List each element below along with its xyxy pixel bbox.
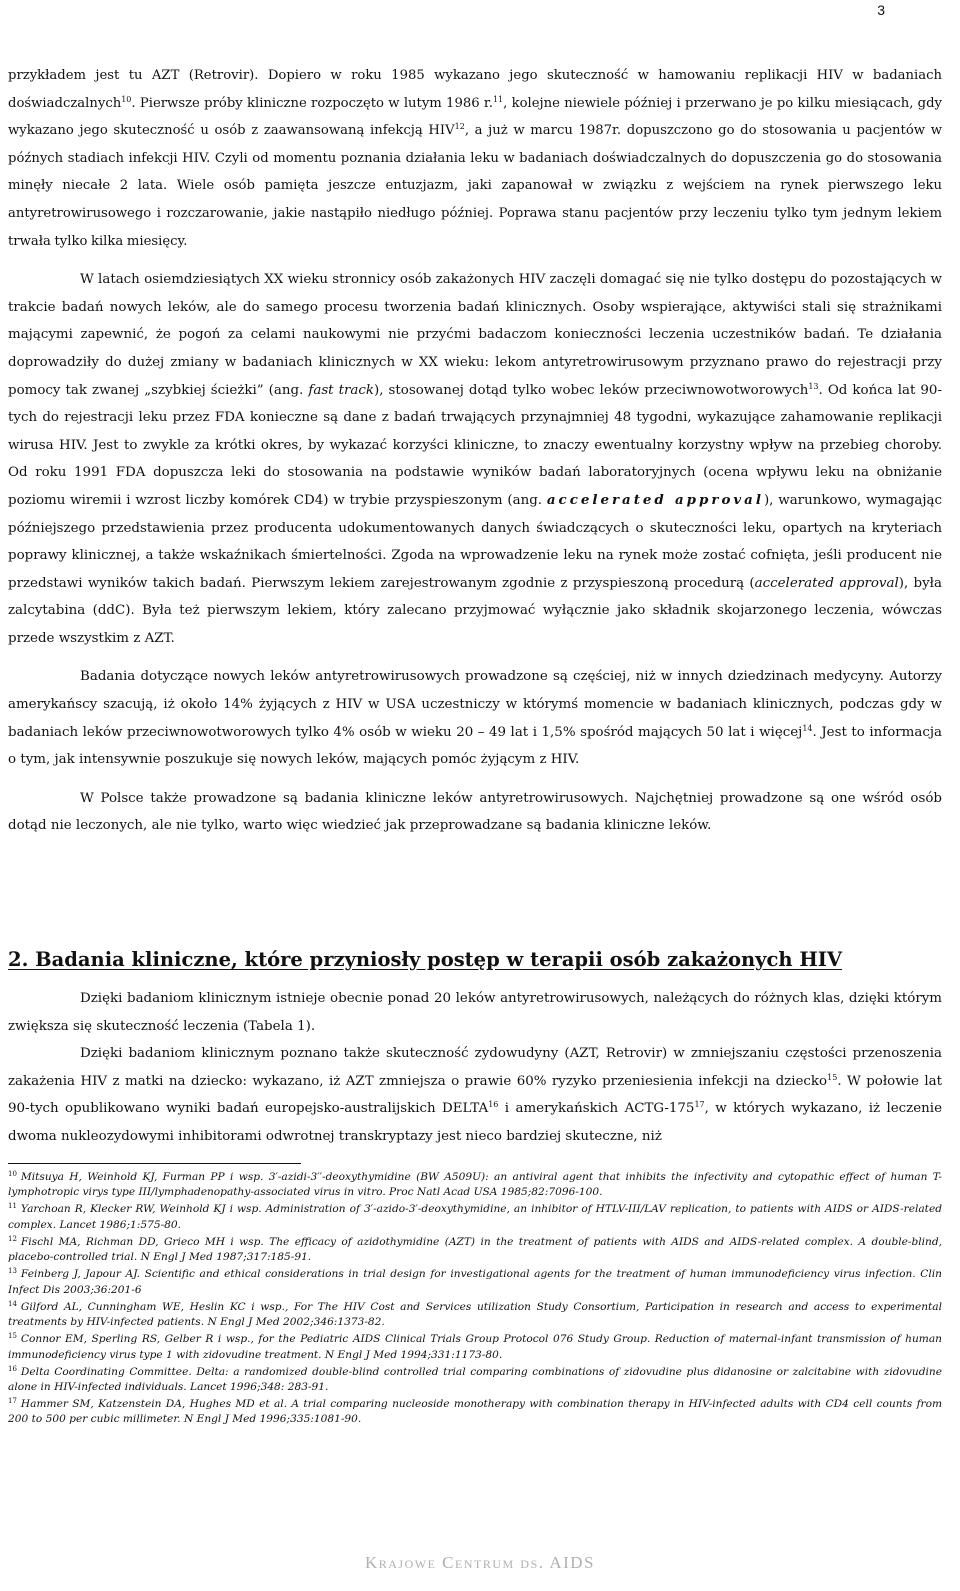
- footnote: [8, 1332, 942, 1362]
- text-run: Badania dotyczące nowych leków antyretrowirusowych prowadzone są częściej, niż w innych dziedzinach medycyny. Autorzy amerykańscy szacują, iż około 14% żyjących z HIV w USA uczestniczy w którymś momencie w badaniach klinicznych, podczas gdy w badaniach leków przeciwnowotworowych tylko 4% osób w wieku 20 – 49 lat i 1,5% spośród mających 50 lat i więcej: [8, 669, 942, 740]
- text-run: przykładem jest tu AZT (Retrovir). Dopiero w roku 1985 wykazano jego skuteczność w hamowaniu replikacji HIV w badaniach doświadczalnych: [8, 68, 942, 111]
- footnote: [8, 1267, 942, 1297]
- paragraph: [8, 266, 942, 652]
- footnote-number: 14: [8, 1299, 17, 1308]
- section-heading: 2. Badania kliniczne, które przyniosły postęp w terapii osób zakażonych HIV: [8, 948, 843, 971]
- paragraph: Dzięki badaniom klinicznym istnieje obecnie ponad 20 leków antyretrowirusowych, należących do różnych klas, dzięki którym zwiększa się skuteczność leczenia (Tabela 1).: [8, 991, 942, 1034]
- footnote-text: Delta Coordinating Committee. Delta: a randomized double-blind controlled trial comparing combinations of zidovudine plus didanosine or zalcitabine with zidovudine alone in HIV-infected individuals. Lancet 1996;348: 283-91.: [8, 1365, 942, 1393]
- paragraph: [8, 663, 942, 773]
- footer-organization: Krajowe Centrum ds. AIDS: [364, 1553, 595, 1572]
- page-number: 3: [877, 2, 885, 18]
- footnote-ref: 15: [827, 1072, 838, 1082]
- text-run: ), warunkowo, wymagając późniejszego przedstawienia przez producenta udokumentowanych danych świadczących o skuteczności leku, opartych na kryteriach poprawy klinicznej, a także wskaźnikach śmiertelności. Zgoda na wprowadzenie leku na rynek może zostać cofnięta, jeśli producent nie przedstawi wyników takich badań. Pierwszym lekiem zarejestrowanym zgodnie z przyspieszoną procedurą (: [8, 492, 942, 591]
- footnote: [8, 1170, 942, 1200]
- text-run: . Pierwsze próby kliniczne rozpoczęto w lutym 1986 r.: [131, 95, 493, 111]
- footnotes: [8, 1170, 942, 1430]
- footnote: [8, 1365, 942, 1395]
- body-text-section-2: [8, 985, 942, 1151]
- text-run: ), była zalcytabina (ddC). Była też pierwszym lekiem, który zalecano przyjmować wyłącznie jako składnik skojarzonego leczenia, wówczas przede wszystkim z AZT.: [8, 575, 942, 646]
- text-run: , kolejne niewiele później i przerwano je po kilku miesiącach, gdy wykazano jego skuteczność u osób z zaawansowaną infekcją HIV: [8, 95, 943, 139]
- footnote-number: 13: [8, 1267, 17, 1276]
- footnote-number: 11: [8, 1202, 17, 1211]
- footnote-number: 10: [8, 1170, 17, 1178]
- footnote-ref: 17: [694, 1100, 705, 1110]
- footnote-text: Fischl MA, Richman DD, Grieco MH i wsp. The efficacy of azidothymidine (AZT) in the treatment of patients with AIDS and AIDS-related complex. A double-blind, placebo-controlled trial. N Engl J Med 1987;317:185-91.: [8, 1235, 942, 1264]
- text-run: ), stosowanej dotąd tylko wobec leków przeciwnowotworowych: [373, 382, 809, 398]
- text-run: W latach osiemdziesiątych XX wieku stronnicy osób zakażonych HIV zaczęli domagać się nie tylko dostępu do pozostających w trakcie badań nowych leków, ale do samego procesu tworzenia badań klinicznych. Osoby wspierające, aktywiści stali się strażnikami mającymi zapewnić, że pogoń za celami naukowymi nie przyćmi badaczom konieczności leczenia uczestników badań. Te działania doprowadziły do dużej zmiany w badaniach klinicznych w XX wieku: lekom antyretrowirusowym przyznano prawo do rejestracji przy pomocy tak zwanej „szybkiej ścieżki” (ang.: [8, 272, 942, 398]
- footnote-text: Connor EM, Sperling RS, Gelber R i wsp., for the Pediatric AIDS Clinical Trials Group Protocol 076 Study Group. Reduction of maternal-infant transmission of human immunodeficiency virus type 1 with zidovudine treatment. N Engl J Med 1994;331:1173-80.: [8, 1333, 942, 1361]
- text-run: . Jest to informacja o tym, jak intensywnie poszukuje się nowych leków, mających pomóc żyjącym z HIV.: [8, 724, 942, 768]
- footnote-text: Yarchoan R, Klecker RW, Weinhold KJ i wsp. Administration of 3′-azido-3′-deoxythymidine, an inhibitor of HTLV-III/LAV replication, to patients with AIDS or AIDS-related complex. Lancet 1986;1:575-80.: [8, 1203, 942, 1231]
- footnote-ref: 10: [121, 94, 132, 104]
- footnote-number: 16: [8, 1364, 17, 1373]
- italic-term: accelerated approval: [546, 491, 764, 508]
- footnote-ref: 14: [802, 723, 813, 733]
- footnote-text: Hammer SM, Katzenstein DA, Hughes MD et al. A trial comparing nucleoside monotherapy with combination therapy in HIV-infected adults with CD4 cell counts from 200 to 500 per cubic millimeter. N Engl J Med 1996;335:1081-90.: [8, 1398, 942, 1426]
- footnote-text: Feinberg J, Japour AJ. Scientific and ethical considerations in trial design for investigational agents for the treatment of human immunodeficiency virus infection. Clin Infect Dis 2003;36:201-6: [8, 1268, 942, 1296]
- text-run: , a już w marcu 1987r. dopuszczono go do stosowania u pacjentów w późnych stadiach infekcji HIV. Czyli od momentu poznania działania leku w badaniach doświadczalnych do dopuszczenia go do stosowania minęły niecałe 2 lata. Wiele osób pamięta jeszcze entuzjazm, jaki zapanował w związku z wejściem na rynek pierwszego leku antyretrowirusowego i rozczarowanie, jakie nastąpiło niedługo później. Poprawa stanu pacjentów przy leczeniu tylko tym jednym lekiem trwała tylko kilka miesięcy.: [8, 123, 942, 249]
- footnote-ref: 13: [808, 381, 819, 391]
- footnote: [8, 1235, 942, 1265]
- footnote: [8, 1202, 942, 1232]
- text-run: . Od końca lat 90-tych do rejestracji leku przez FDA konieczne są dane z badań trwających przynajmniej 48 tygodni, wykazujące zahamowanie replikacji wirusa HIV. Jest to zwykle za krótki okres, by wykazać korzyści kliniczne, to znaczy ewentualny korzystny wpływ na przebieg choroby. Od roku 1991 FDA dopuszcza leki do stosowania na podstawie wyników badań laboratoryjnych (ocena wpływu leku na obniżanie poziomu wiremii i wzrost liczby komórek CD4) w trybie przyspieszonym (ang.: [8, 382, 942, 508]
- italic-term: fast track: [308, 382, 374, 398]
- footnote: [8, 1300, 942, 1330]
- paragraph: [8, 62, 942, 255]
- footnote: [8, 1397, 942, 1427]
- footnote-text: Gilford AL, Cunningham WE, Heslin KC i wsp., For The HIV Cost and Services utilization Study Consortium, Participation in research and access to experimental treatments by HIV-infected patients. N Engl J Med 2002;346:1373-82.: [8, 1300, 942, 1329]
- footnote-text: Mitsuya H, Weinhold KJ, Furman PP i wsp. 3′-azidi-3′′-deoxythymidine (BW A509U): an antiviral agent that inhibits the infectivity and cytopathic effect of human T-lymphotropic virys type III/lymphadenopathy-associated virus in vitro. Proc Natl Acad USA 1985;82:7096-100.: [8, 1171, 942, 1199]
- text-run: , w których wykazano, iż leczenie dwoma nukleozydowymi inhibitorami odwrotnej transkryptazy jest nieco bardziej skuteczne, niż: [8, 1101, 942, 1144]
- footnote-separator: [8, 1163, 301, 1164]
- text-run: Dzięki badaniom klinicznym poznano także skuteczność zydowudyny (AZT, Retrovir) w zmniejszaniu częstości przenoszenia zakażenia HIV z matki na dziecko: wykazano, iż AZT zmniejsza o prawie 60% ryzyko przeniesienia infekcji na dziecko: [8, 1046, 942, 1089]
- footnote-ref: 12: [454, 122, 465, 132]
- text-run: i amerykańskich ACTG-175: [498, 1101, 695, 1117]
- footnote-number: 12: [8, 1234, 17, 1243]
- footnote-ref: 11: [492, 94, 504, 104]
- footnote-number: 15: [8, 1332, 17, 1341]
- body-text: [8, 62, 942, 840]
- text-run: . W połowie lat 90-tych opublikowano wyniki badań europejsko-australijskich DELTA: [8, 1073, 942, 1117]
- paragraph: [8, 1040, 942, 1150]
- paragraph: W Polsce także prowadzone są badania kliniczne leków antyretrowirusowych. Najchętniej prowadzone są one wśród osób dotąd nie leczonych, ale nie tylko, warto więc wiedzieć jak przeprowadzane są badania kliniczne leków.: [8, 790, 942, 834]
- italic-term: accelerated approval: [754, 575, 899, 591]
- footnote-number: 17: [8, 1397, 17, 1406]
- footnote-ref: 16: [488, 1100, 499, 1110]
